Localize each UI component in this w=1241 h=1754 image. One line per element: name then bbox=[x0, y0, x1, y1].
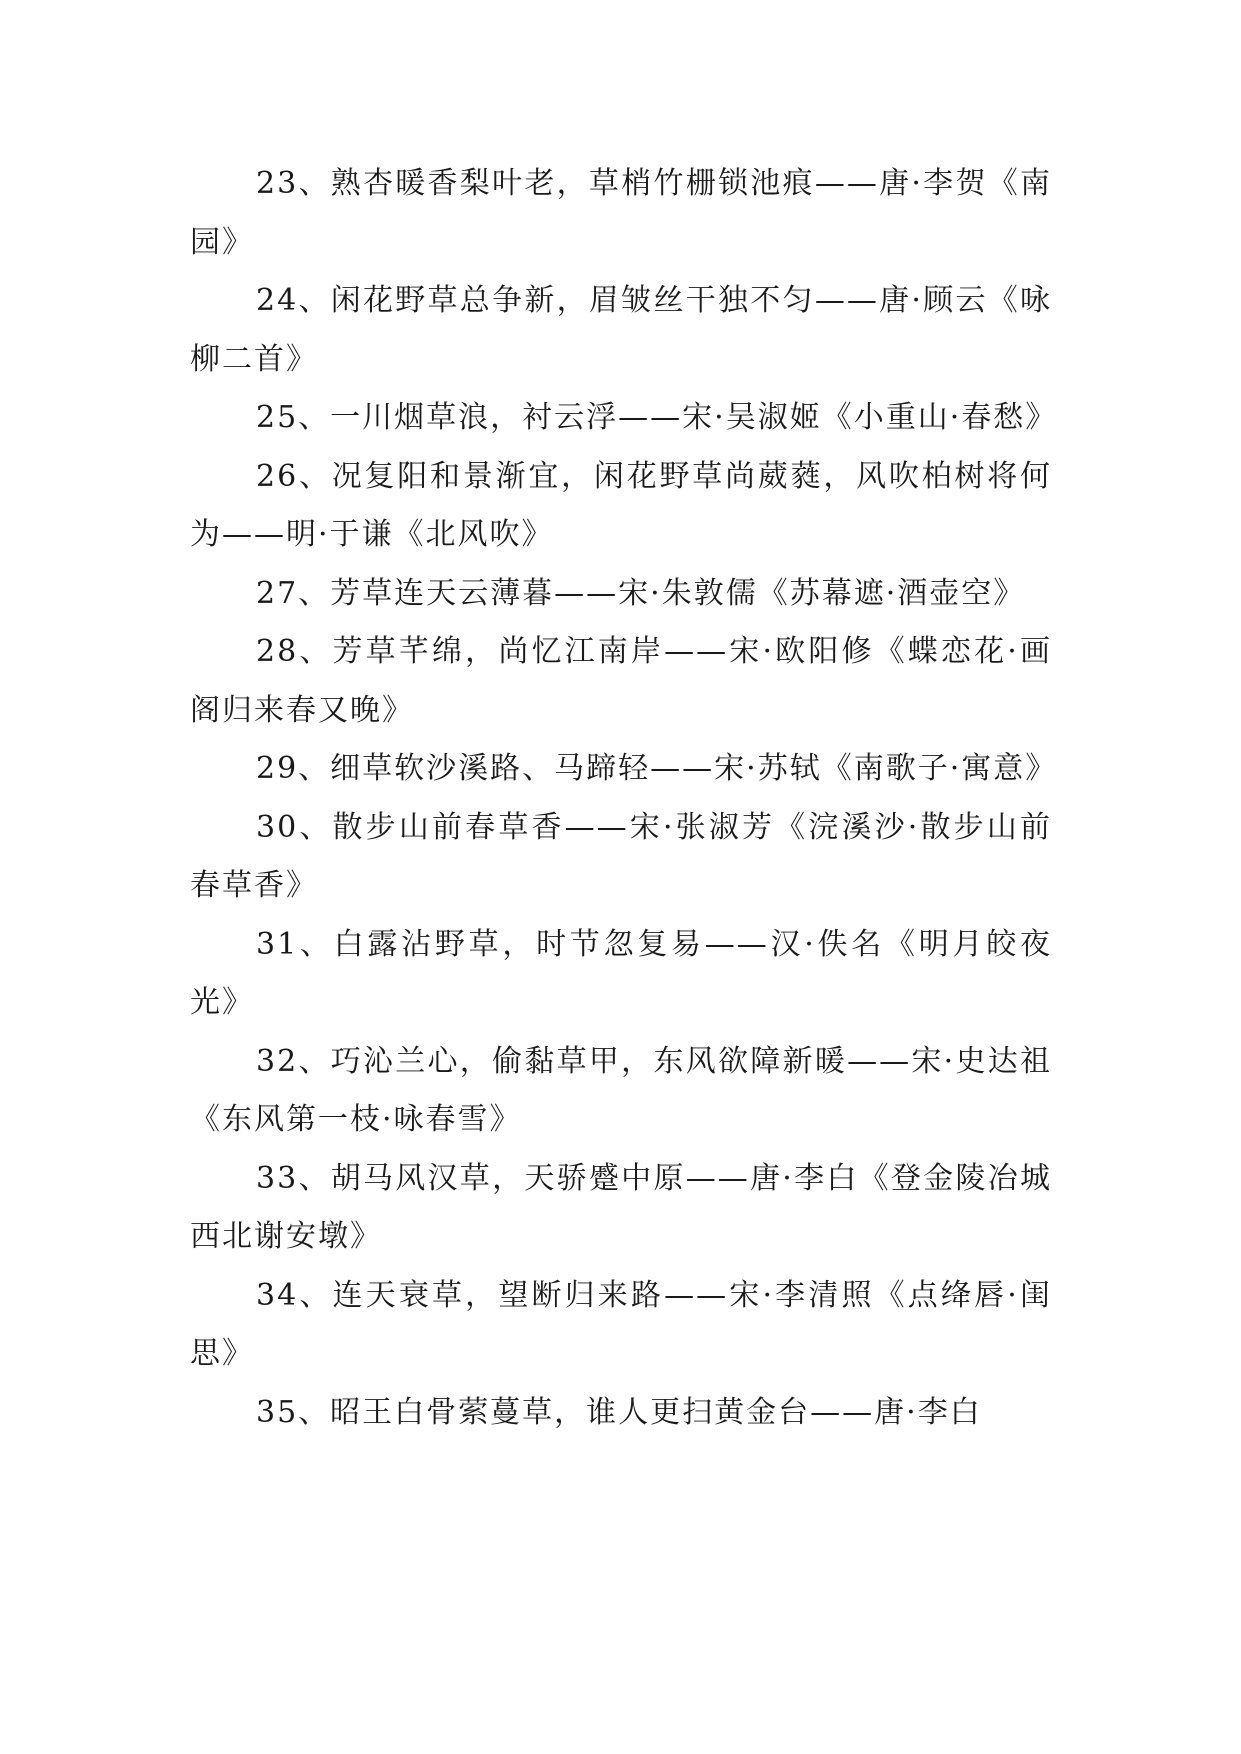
poem-entry-32: 32、巧沁兰心，偷黏草甲，东风欲障新暖——宋·史达祖《东风第一枝·咏春雪》 bbox=[190, 1043, 1052, 1137]
poem-entry-34: 34、连天衰草，望断归来路——宋·李清照《点绛唇·闺思》 bbox=[190, 1277, 1052, 1371]
poem-entry-26: 26、况复阳和景渐宜，闲花野草尚葳蕤，风吹柏树将何为——明·于谦《北风吹》 bbox=[190, 458, 1052, 552]
poem-entry-28: 28、芳草芊绵，尚忆江南岸——宋·欧阳修《蝶恋花·画阁归来春又晚》 bbox=[190, 634, 1052, 728]
poem-entry-25: 25、一川烟草浪，衬云浮——宋·吴淑姬《小重山·春愁》 bbox=[256, 400, 1058, 435]
poem-entry-31: 31、白露沾野草，时节忽复易——汉·佚名《明月皎夜光》 bbox=[190, 926, 1052, 1020]
poem-entry-33: 33、胡马风汉草，天骄蹙中原——唐·李白《登金陵冶城西北谢安墩》 bbox=[190, 1160, 1052, 1254]
poem-entry-27: 27、芳草连天云薄暮——宋·朱敦儒《苏幕遮·酒壶空》 bbox=[256, 575, 1026, 611]
poem-entry-35: 35、昭王白骨萦蔓草，谁人更扫黄金台——唐·李白 bbox=[256, 1394, 982, 1430]
document-page bbox=[190, 155, 1058, 1442]
poem-entry-24: 24、闲花野草总争新，眉皱丝干独不匀——唐·顾云《咏柳二首》 bbox=[190, 283, 1052, 377]
poem-entry-29: 29、细草软沙溪路、马蹄轻——宋·苏轼《南歌子·寓意》 bbox=[256, 751, 1058, 786]
poem-entry-23: 23、熟杏暖香梨叶老，草梢竹栅锁池痕——唐·李贺《南园》 bbox=[190, 166, 1052, 260]
poem-entry-30: 30、散步山前春草香——宋·张淑芳《浣溪沙·散步山前春草香》 bbox=[190, 809, 1052, 903]
